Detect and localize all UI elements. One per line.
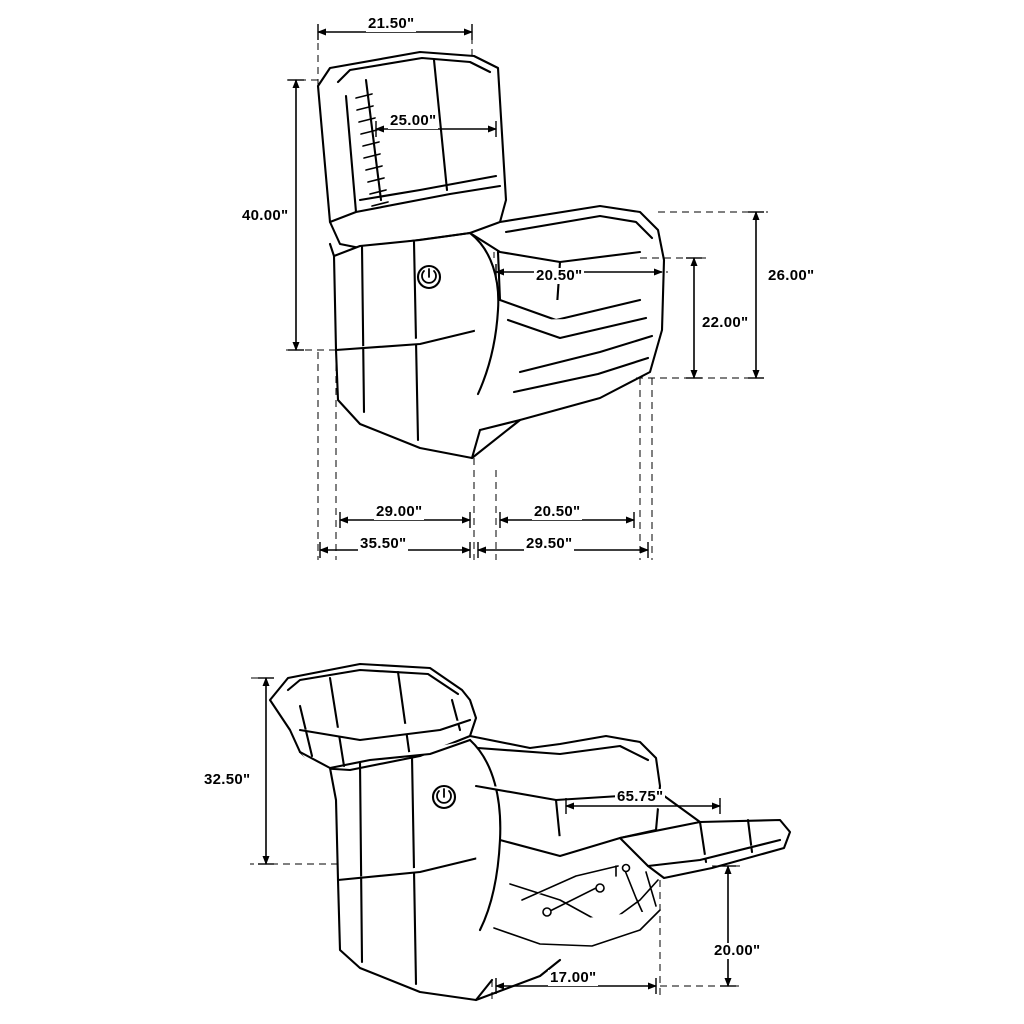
dimension-label-reclined-height: 32.50": [204, 771, 251, 788]
dimension-label-arm-height: 26.00": [768, 267, 815, 284]
dimension-label-reclined-length: 65.75": [617, 788, 664, 805]
dimension-label-base-length: 17.00": [550, 969, 597, 986]
dimension-label-overall-height: 40.00": [242, 207, 289, 224]
upright-chair-illustration: [318, 52, 664, 458]
dimension-label-base-depth-inner: 29.00": [376, 503, 423, 520]
dimension-label-seat-height: 22.00": [702, 314, 749, 331]
dimension-label-footrest-height: 20.00": [714, 942, 761, 959]
dimension-label-overall-depth: 35.50": [360, 535, 407, 552]
dimension-label-width-top: 21.50": [368, 15, 415, 32]
dimension-label-seat-depth: 20.50": [536, 267, 583, 284]
dimension-label-overall-width: 29.50": [526, 535, 573, 552]
dimension-label-base-width-inner: 20.50": [534, 503, 581, 520]
dimension-label-back-cushion-height: 25.00": [390, 112, 437, 129]
